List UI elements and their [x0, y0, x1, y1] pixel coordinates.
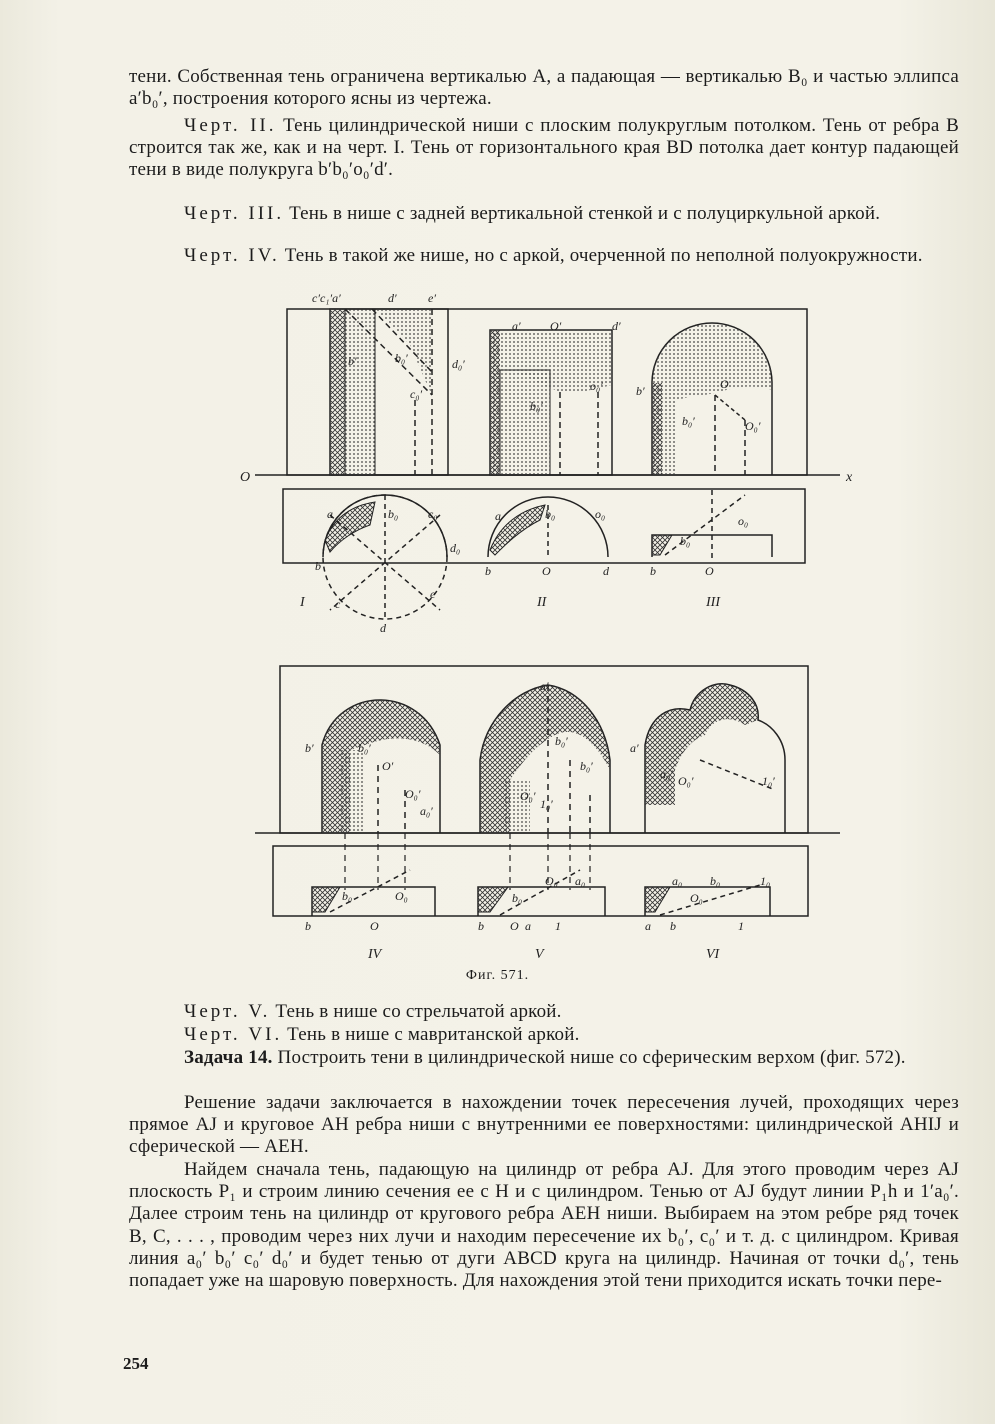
roman-numeral-bottom: IV [368, 947, 382, 962]
bottom-plan-frame [273, 846, 808, 916]
point-label: O [705, 564, 714, 578]
point-label: O [542, 564, 551, 578]
paragraph-4: Черт. IV. Тень в такой же нише, но с аркой, очерченной по неполной полуокружности. [184, 245, 923, 266]
point-label: a [645, 919, 651, 933]
point-label: O′ [382, 759, 394, 773]
roman-numeral-bottom: V [535, 947, 544, 962]
point-label: b [478, 919, 484, 933]
point-label: 1 [555, 919, 561, 933]
page-number: 254 [123, 1354, 149, 1373]
point-label: o₀ [595, 507, 606, 521]
roman-numeral-top: I [300, 595, 305, 610]
point-label: b [485, 564, 491, 578]
point-label: O₀ [545, 874, 558, 888]
paragraph-8: Решение задачи заключается в нахождении точек пересечения лучей, проходящих через прямое AJ и круговое AH ребра ниши с внутренними ее поверхностями: цилиндрической AHIJ и сферической — AEH. [129, 1092, 959, 1158]
point-label: b₀′ [395, 351, 408, 365]
point-label: a₀ [575, 874, 586, 888]
point-label: 1₀′ [540, 797, 553, 811]
point-label: b₀′ [530, 399, 543, 413]
point-label: b′ [305, 741, 314, 755]
axis-label-o: O [240, 470, 251, 485]
point-label: O₀′ [678, 774, 694, 788]
point-label: b₀ [710, 874, 721, 888]
roman-numeral-top: III [706, 595, 720, 610]
point-label: 1₀′ [762, 774, 775, 788]
point-label: d′ [612, 319, 621, 333]
paragraph-9: Найдем сначала тень, падающую на цилиндр от ребра AJ. Для этого проводим через AJ плоскость P₁ и строим линию сечения ее с H и с цилиндром. Тенью от AJ будут линии P₁h и 1′a₀′. Далее строим тень на цилиндр от кругового ребра AEH ниши. Выбираем на этом ребре ряд точек B, C, . . . , проводим через них лучи и находим пересечение их b₀′, c₀′ и т. д. с цилиндром. Кривая линия a₀′ b₀′ c₀′ d₀′ и будет тенью от дуги ABCD круга на цилиндр. Начиная от точки d₀′, тень попадает уже на шаровую поверхность. Для нахождения этой тени приходится искать точки пере- [129, 1159, 959, 1292]
point-label: a [495, 509, 501, 523]
point-label: O₀′ [520, 789, 536, 803]
paragraph-6: Черт. VI. Тень в нише с мавританской аркой. [184, 1024, 580, 1045]
point-label: a′ [630, 741, 639, 755]
point-label: O₀′ [405, 787, 421, 801]
point-label: d [603, 564, 609, 578]
point-label: e′ [428, 291, 436, 305]
point-label: b₀′ [358, 741, 371, 755]
figure-caption: Фиг. 571. [465, 968, 530, 983]
point-label: O [720, 377, 729, 391]
axis-label-x: x [846, 470, 853, 485]
paragraph-2: Черт. II. Тень цилиндрической ниши с плоским полукруглым потолком. Тень от ребра B строится так же, как и на черт. I. Тень от горизонтального края BD потолка дает контур падающей тени в виде полукруга b′b₀′o₀′d′. [129, 115, 959, 181]
paragraph-7: Задача 14. Построить тени в цилиндрической нише со сферическим верхом (фиг. 572). [184, 1047, 906, 1068]
point-label: b₀ [512, 891, 523, 905]
paragraph-3: Черт. III. Тень в нише с задней вертикальной стенкой и с полуциркульной аркой. [184, 203, 881, 224]
point-label: O′ [550, 319, 562, 333]
roman-numeral-top: II [537, 595, 547, 610]
point-label: d′ [388, 291, 397, 305]
point-label: b [305, 919, 311, 933]
point-label: b₀ [680, 534, 691, 548]
point-label: b₀ [342, 889, 353, 903]
point-label: c₀ [428, 507, 438, 521]
point-label: d₀′ [452, 357, 465, 371]
point-label: a [525, 919, 531, 933]
point-label: d₀ [450, 541, 461, 555]
point-label: O₀′ [745, 419, 761, 433]
point-label: a′ [540, 679, 549, 693]
point-label: O [510, 919, 519, 933]
point-label: 1₀ [760, 874, 771, 888]
point-label: b′ [348, 354, 357, 368]
point-label: c [335, 597, 341, 611]
point-label: 1 [738, 919, 744, 933]
point-label: b₀′ [682, 414, 695, 428]
point-label: a [327, 507, 333, 521]
point-label: b₀ [388, 507, 399, 521]
point-label: o₀ [738, 514, 749, 528]
paragraph-1: тени. Собственная тень ограничена вертикалью A, а падающая — вертикалью B₀ и частью эллипса a′b₀′, построения которого ясны из чертежа. [129, 66, 959, 110]
point-label: a′ [512, 319, 521, 333]
roman-numeral-bottom: VI [706, 947, 720, 962]
point-label: a₀ [672, 874, 683, 888]
point-label: b′ [636, 384, 645, 398]
point-label: e [430, 587, 436, 601]
point-label: b₀′ [555, 734, 568, 748]
point-label: a₀′ [420, 804, 433, 818]
point-label: d [380, 621, 386, 635]
point-label: b [315, 559, 321, 573]
point-label: b [650, 564, 656, 578]
point-label: c₀′ [410, 387, 423, 401]
point-label: b₀ [545, 507, 556, 521]
point-label: O₀ [690, 891, 703, 905]
point-label: b₀′ [580, 759, 593, 773]
point-label: c′c₁′a′ [312, 291, 341, 305]
point-label: b [670, 919, 676, 933]
point-label: O₀ [395, 889, 408, 903]
paragraph-5: Черт. V. Тень в нише со стрельчатой аркой. [184, 1001, 562, 1022]
point-label: a₀′ [660, 767, 673, 781]
point-label: O [370, 919, 379, 933]
point-label: o₀′ [590, 379, 603, 393]
